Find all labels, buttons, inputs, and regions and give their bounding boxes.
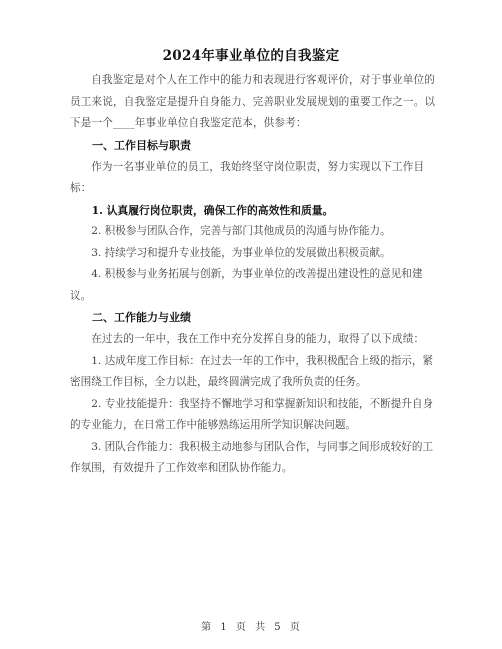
section-2-item-2: 2. 专业技能提升：我坚持不懈地学习和掌握新知识和技能，不断提升自身的专业能力，在日常工作中能够熟练运用所学知识解决问题。 [70,397,434,431]
section-1-item-1: 1. 认真履行岗位职责，确保工作的高效性和质量。 [91,203,334,217]
footer-label-ye2: 页 [289,622,301,633]
footer-label-gong: 共 [255,622,267,633]
section-2-item-1: 1. 达成年度工作目标：在过去一年的工作中，我积极配合上级的指示，紧密围绕工作目标，全力以赴，最终圆满完成了我所负责的任务。 [70,354,434,388]
section-2-text: 在过去的一年中，我在工作中充分发挥自身的能力，取得了以下成绩： [91,333,425,345]
section-1-item-3: 3. 持续学习和提升专业技能，为事业单位的发展做出积极贡献。 [91,246,391,259]
document-body [70,70,440,480]
footer-label-di: 第 [201,622,213,633]
section-1-text: 作为一名事业单位的员工，我始终坚守岗位职责，努力实现以下工作目标： [70,160,425,194]
footer-current-page: 1 [220,622,228,633]
section-1-item-2: 2. 积极参与团队合作，完善与部门其他成员的沟通与协作能力。 [91,225,391,237]
section-2-heading: 二、工作能力与业绩 [92,311,191,324]
footer-label-ye: 页 [235,622,247,633]
footer-total-pages: 5 [274,622,282,633]
document-title: 2024年事业单位的自我鉴定 [162,48,340,64]
page-footer [0,618,502,633]
section-1-heading: 一、工作目标与职责 [92,138,191,152]
section-1-item-4: 4. 积极参与业务拓展与创新，为事业单位的改善提出建设性的意见和建议。 [70,268,423,302]
section-2-item-3: 3. 团队合作能力：我积极主动地参与团队合作，与同事之间形成较好的工作氛围，有效提升了工作效率和团队协作能力。 [70,440,434,474]
intro-paragraph: 自我鉴定是对个人在工作中的能力和表现进行客观评价，对于事业单位的员工来说，自我鉴定是提升自身能力、完善职业发展规划的重要工作之一。以下是一个____年事业单位自我鉴定范本，供参考： [70,74,436,129]
